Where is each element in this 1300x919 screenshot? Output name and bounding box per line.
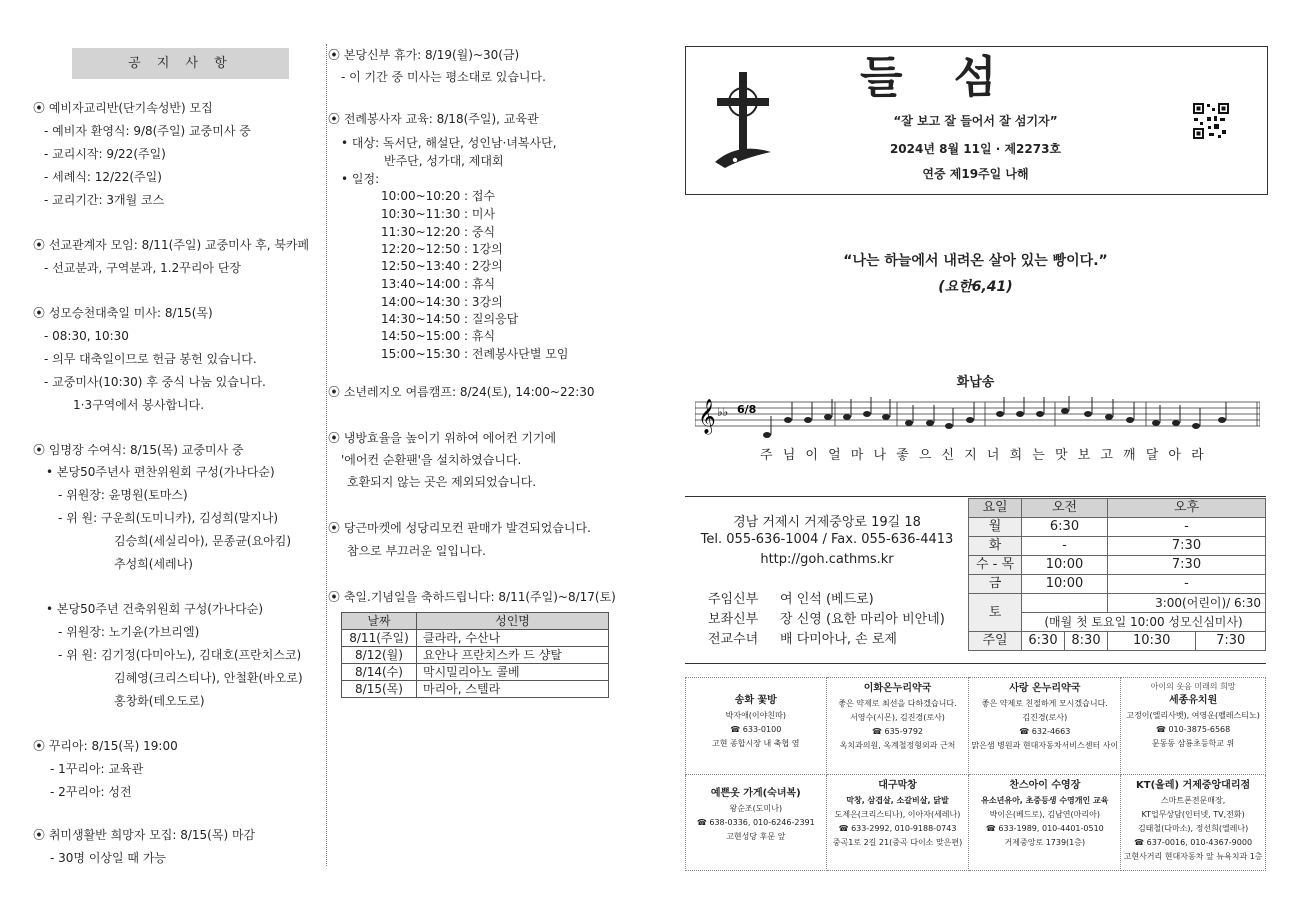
notice-line: • 본당50주년사 편찬위원회 구성(가나다순) <box>46 465 275 479</box>
ad-card <box>969 678 1121 775</box>
ad-line: 박자애(이야친따) <box>725 711 786 720</box>
hymn-staff <box>695 396 1260 442</box>
ad-title: 세종유치원 <box>1168 695 1218 706</box>
notice-line: - 2꾸리아: 성전 <box>50 785 132 799</box>
notice-line: 김혜영(크리스티나), 안철환(바오로) <box>114 671 303 685</box>
ad-line: ☎ 632-4663 <box>1019 727 1071 736</box>
notice-line: ⦿ 냉방효율을 높이기 위하여 에어컨 기기에 <box>328 431 557 445</box>
verse-reference: (요한6,41) <box>938 279 1013 295</box>
ad-card <box>1121 774 1266 871</box>
notice-line: - 의무 대축일이므로 헌금 봉헌 있습니다. <box>44 352 257 366</box>
saint-name: 클라라, 수산나 <box>417 630 609 647</box>
notice-line: • 대상: 독서단, 해설단, 성인남·녀복사단, <box>341 136 557 150</box>
ad-line: 고정이(엘리사벳), 여영운(펠레스티노) <box>1126 711 1260 720</box>
ad-title: KT(올레) 거제중앙대리점 <box>1136 779 1251 791</box>
saint-date: 8/11(주일) <box>342 630 417 647</box>
notice-line: 15:00~15:30 : 전례봉사단별 모임 <box>381 347 569 361</box>
mass-am: - <box>1022 537 1108 556</box>
notice-line: 11:30~12:20 : 중식 <box>381 225 496 239</box>
ad-line: 맑은샘 병원과 현대자동차서비스센터 사이 <box>971 741 1119 750</box>
saints-header-name: 성인명 <box>417 613 609 630</box>
ad-line: 스마트폰전문매장, <box>1160 795 1226 805</box>
table-row <box>342 664 609 681</box>
parish-address: 경남 거제시 거제중앙로 19길 18 <box>733 515 921 530</box>
mass-pm: - <box>1108 518 1266 537</box>
notice-line: 13:40~14:00 : 휴식 <box>381 277 496 291</box>
mass-pm: 7:30 <box>1108 556 1266 575</box>
ad-line: ☎ 635-9792 <box>871 727 924 736</box>
notice-line: 10:30~11:30 : 미사 <box>381 207 496 221</box>
column-divider <box>326 44 327 866</box>
table-row <box>969 594 1266 613</box>
notice-line: - 교리기간: 3개월 코스 <box>44 193 165 207</box>
mass-day: 금 <box>969 575 1022 594</box>
mass-pm: 7:30 <box>1196 632 1266 651</box>
mass-schedule-table <box>968 498 1266 651</box>
mass-pm: 7:30 <box>1108 537 1266 556</box>
notice-line: ⦿ 당근마켓에 성당리모컨 판매가 발견되었습니다. <box>328 521 591 535</box>
motto: “잘 보고 잘 들어서 잘 섬기자” <box>893 114 1058 128</box>
notice-line: ⦿ 본당신부 휴가: 8/19(월)~30(금) <box>328 48 520 62</box>
table-row <box>342 630 609 647</box>
notice-line: - 이 기간 중 미사는 평소대로 있습니다. <box>341 70 546 84</box>
mass-day: 수 - 목 <box>969 556 1022 575</box>
notice-line: 12:20~12:50 : 1강의 <box>381 242 503 256</box>
staff-role: 전교수녀 <box>708 632 759 647</box>
saint-date: 8/15(목) <box>342 681 417 698</box>
table-row <box>342 681 609 698</box>
ad-line: 고현성당 후문 앞 <box>726 831 786 841</box>
ad-card <box>969 774 1121 871</box>
notice-line: 참으로 부끄러운 일입니다. <box>347 544 486 558</box>
notice-line: 1·3구역에서 봉사합니다. <box>73 398 205 412</box>
notice-line: '에어컨 순환팬'을 설치하였습니다. <box>341 453 522 467</box>
ad-title: 이화온누리약국 <box>863 683 932 694</box>
ad-line: 유소년유아, 초중등생 수영개인 교육 <box>981 795 1109 805</box>
ad-line: 김진경(로사) <box>1022 713 1068 722</box>
ad-card <box>686 678 827 775</box>
mass-header-row <box>969 499 1266 518</box>
notice-line: 호환되지 않는 곳은 제외되었습니다. <box>347 475 537 489</box>
staff-role: 보좌신부 <box>708 612 759 627</box>
notice-line: ⦿ 임명장 수여식: 8/15(목) 교중미사 중 <box>33 443 244 457</box>
mass-am: 10:00 <box>1022 556 1108 575</box>
notice-line: 김승희(세실리아), 문종균(요아킴) <box>114 534 292 548</box>
notice-line: - 08:30, 10:30 <box>44 329 129 343</box>
mass-header-am: 오전 <box>1022 499 1108 518</box>
saint-name: 막시밀리아노 콜베 <box>417 664 609 681</box>
mass-pm: - <box>1108 575 1266 594</box>
notice-line: 14:30~14:50 : 질의응답 <box>381 312 519 326</box>
notice-line: ⦿ 선교관계자 모임: 8/11(주일) 교중미사 후, 북카페 <box>33 238 310 252</box>
staff-name: 여 인석 (베드로) <box>780 592 874 607</box>
notice-line: ⦿ 성모승천대축일 미사: 8/15(목) <box>33 306 213 320</box>
notice-line: ⦿ 축일.기념일을 축하드립니다: 8/11(주일)~8/17(토) <box>328 590 616 604</box>
notice-line: ⦿ 취미생활반 희망자 모집: 8/15(목) 마감 <box>33 828 256 842</box>
table-row <box>969 632 1266 651</box>
notice-line: ⦿ 꾸리아: 8/15(목) 19:00 <box>33 739 178 753</box>
notice-line: - 교리시작: 9/22(주일) <box>44 147 166 161</box>
notice-line: 10:00~10:20 : 접수 <box>381 189 496 203</box>
table-row <box>969 575 1266 594</box>
ad-line: KT업무상담(인터넷, TV,전화) <box>1141 809 1245 819</box>
notice-line: - 1꾸리아: 교육관 <box>50 762 144 776</box>
staff-name: 장 신영 (요한 마리아 비안네) <box>780 612 945 627</box>
saint-name: 요안나 프란치스카 드 샹탈 <box>417 647 609 664</box>
notice-line: 12:50~13:40 : 2강의 <box>381 259 503 273</box>
notice-line: - 위원장: 노기윤(가브리엘) <box>58 625 200 639</box>
notice-line: - 위 원: 구운희(도미니카), 김성희(말지나) <box>58 511 279 525</box>
svg-text:♭♭: ♭♭ <box>717 405 729 419</box>
ad-card <box>826 774 969 871</box>
ad-line: 중곡1로 2길 21(중곡 다이소 맞은편) <box>832 837 963 847</box>
gospel-verse: “나는 하늘에서 내려온 살아 있는 빵이다.” <box>843 253 1108 269</box>
ad-line: ☎ 633-0100 <box>730 725 782 734</box>
hymn-title: 화납송 <box>956 375 995 390</box>
ad-line: 고현사거리 현대자동차 앞 뉴욕치과 1층 <box>1123 851 1263 861</box>
sponsor-ads-grid <box>685 677 1266 871</box>
table-row <box>342 647 609 664</box>
ad-card <box>1121 678 1266 775</box>
table-row <box>969 556 1266 575</box>
parish-phone: Tel. 055-636-1004 / Fax. 055-636-4413 <box>700 532 954 547</box>
notice-line: 14:50~15:00 : 휴식 <box>381 329 496 343</box>
notice-line: 추성희(세레나) <box>114 557 193 571</box>
ad-line: 문동동 삼룡초등학교 위 <box>1151 739 1235 748</box>
notice-line: 홍창화(테오도로) <box>114 694 205 708</box>
notice-line: - 위원장: 윤명원(토마스) <box>58 488 188 502</box>
time-signature: 6/8 <box>737 403 757 416</box>
staff-name: 배 다미아나, 손 로제 <box>780 632 897 647</box>
ad-line: 도제은(크리스티나), 이아자(세레나) <box>834 809 961 819</box>
ad-line: 막창, 삼겹살, 소갈비살, 닭발 <box>846 795 949 805</box>
ad-line: 김태철(다마소), 정선희(엘레나) <box>1137 823 1249 833</box>
ad-line: ☎ 638-0336, 010-6246-2391 <box>696 817 815 827</box>
ad-line: 박이은(베드로), 김남연(마리아) <box>989 809 1100 819</box>
masthead-title: 들 섬 <box>860 52 1015 103</box>
ad-title: 대구막창 <box>878 779 917 791</box>
notice-line: - 세례식: 12/22(주일) <box>44 170 162 184</box>
mass-am: 6:30 <box>1022 632 1065 651</box>
issue-date: 2024년 8월 11일 · 제2273호 <box>889 142 1062 156</box>
notice-line: - 30명 이상일 때 가능 <box>50 851 167 865</box>
ad-subtitle: 아이의 웃음 미래의 희망 <box>1150 682 1236 691</box>
ad-line: ☎ 633-1989, 010-4401-0510 <box>985 823 1104 833</box>
notice-line: - 선교분과, 구역분과, 1.2꾸리아 단장 <box>44 261 241 275</box>
mass-pm: 3:00(어린이)/ 6:30 <box>1108 594 1266 613</box>
notice-line: • 본당50주년 건축위원회 구성(가나다순) <box>46 602 264 616</box>
ad-line: ☎ 637-0016, 010-4367-9000 <box>1134 837 1253 847</box>
mass-header-pm: 오후 <box>1108 499 1266 518</box>
mass-am: 8:30 <box>1065 632 1108 651</box>
notice-line: 반주단, 성가대, 제대회 <box>384 154 504 168</box>
saint-date: 8/12(월) <box>342 647 417 664</box>
notice-line: - 위 원: 김기정(다미아노), 김대호(프란치스코) <box>58 648 302 662</box>
saturday-note: (매월 첫 토요일 10:00 성모신심미사) <box>1022 613 1266 632</box>
mass-day: 주일 <box>969 632 1022 651</box>
ad-title: 사랑 온누리약국 <box>1009 683 1081 694</box>
notice-line: ⦿ 전례봉사자 교육: 8/18(주일), 교육관 <box>328 112 539 126</box>
mass-am: 10:00 <box>1022 575 1108 594</box>
ad-line: 옥치과의원, 옥계철정형외과 근처 <box>839 741 956 750</box>
table-row <box>969 537 1266 556</box>
mass-day: 토 <box>969 594 1022 632</box>
ad-line: 좋은 약제로 최선을 다하겠습니다. <box>838 699 957 708</box>
saints-table <box>341 612 609 698</box>
liturgical-sunday: 연중 제19주일 나해 <box>922 167 1029 181</box>
ad-title: 찬스아이 수영장 <box>1009 779 1081 791</box>
notice-line: - 교중미사(10:30) 후 중식 나눔 있습니다. <box>44 375 266 389</box>
saints-header-row <box>342 613 609 630</box>
ad-title: 예쁜옷 가게(숙녀복) <box>710 787 801 799</box>
notice-line: ⦿ 예비자교리반(단기속성반) 모집 <box>33 101 213 115</box>
mass-am: 6:30 <box>1022 518 1108 537</box>
hymn-lyrics: 주 님 이 얼 마 나 좋 으 신 지 너 희 는 맛 보 고 깨 달 아 라 <box>760 448 1207 463</box>
mass-pm: 10:30 <box>1108 632 1196 651</box>
parish-website-link[interactable]: http://goh.cathms.kr <box>760 552 894 567</box>
mass-day: 월 <box>969 518 1022 537</box>
ad-line: ☎ 633-2992, 010-9188-0743 <box>838 823 957 833</box>
ad-line: 거제중앙로 1739(1층) <box>1004 837 1086 847</box>
ad-card <box>686 774 827 871</box>
notice-line: ⦿ 소년레지오 여름캠프: 8/24(토), 14:00~22:30 <box>328 385 595 399</box>
ad-title: 송화 꽃방 <box>734 695 777 706</box>
treble-clef-icon: 𝄞 <box>698 399 716 434</box>
saints-header-date: 날짜 <box>342 613 417 630</box>
notice-line: • 일정: <box>341 172 380 186</box>
mass-header-day: 요일 <box>969 499 1022 518</box>
table-row <box>969 518 1266 537</box>
saint-name: 마리아, 스텔라 <box>417 681 609 698</box>
ad-line: ☎ 010-3875-6568 <box>1155 725 1231 734</box>
ad-line: 고현 종합시장 내 축협 옆 <box>712 739 800 748</box>
ad-line: 왕순조(도미나) <box>729 803 783 813</box>
notice-line: - 예비자 환영식: 9/8(주일) 교중미사 중 <box>44 124 251 138</box>
notices-title: 공 지 사 항 <box>72 48 289 79</box>
saint-date: 8/14(수) <box>342 664 417 681</box>
mass-day: 화 <box>969 537 1022 556</box>
staff-role: 주임신부 <box>708 592 759 607</box>
notice-line: 14:00~14:30 : 3강의 <box>381 295 503 309</box>
ad-card <box>826 678 969 775</box>
ad-line: 좋은 약제로 친절하게 모시겠습니다. <box>981 699 1108 708</box>
ad-line: 서영수(시몬), 김진경(로사) <box>850 713 945 722</box>
